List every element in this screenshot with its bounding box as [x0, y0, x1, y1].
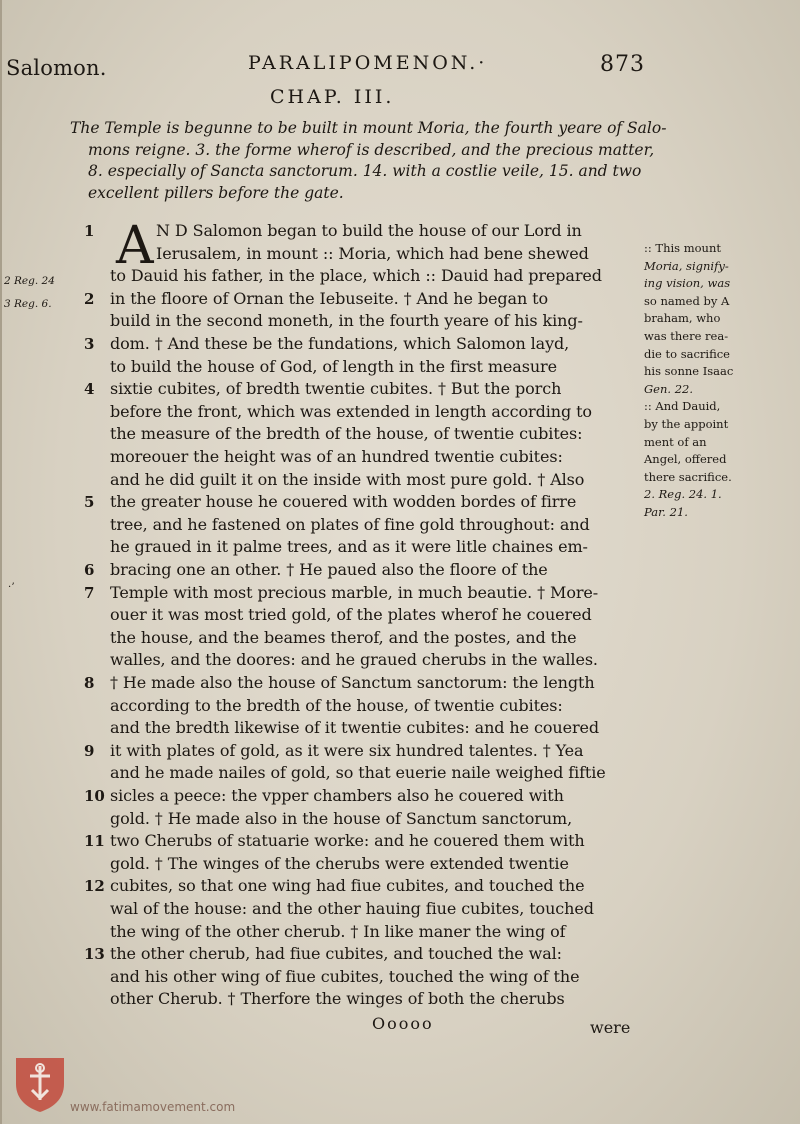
text-line: the greater house he couered with wodden bordes of firre [110, 492, 577, 512]
argument-line: mons reigne. 3. the forme wherof is described, and the precious matter, [88, 140, 655, 159]
marginal-note-line: Angel, offered [644, 452, 727, 467]
text-line: N D Salomon began to build the house of our Lord in [156, 221, 582, 240]
verse-number: 13 [84, 945, 105, 964]
verse-number: 9 [84, 741, 95, 760]
argument-line: The Temple is begunne to be built in mount Moria, the fourth yeare of Salo- [70, 119, 667, 137]
text-line: build in the second moneth, in the fourth yeare of his king- [110, 311, 583, 331]
verse-number: 11 [84, 832, 105, 851]
text-line: in the floore of Ornan the Iebuseite. † And he began to [110, 288, 549, 308]
verse-number: 8 [84, 674, 95, 692]
marginal-note-line: die to sacrifice [644, 346, 730, 361]
text-line: other Cherub. † Therfore the winges of both the cherubs [110, 989, 565, 1009]
verse-number: 1 [84, 222, 95, 240]
signature-mark: Ooooo [372, 1014, 434, 1033]
text-line: according to the bredth of the house, of twentie cubites: [110, 695, 563, 715]
marginal-note-line: his sonne Isaac [644, 364, 734, 379]
marginal-note-line: braham, who [644, 311, 721, 326]
text-line: and he did guilt it on the inside with most pure gold. † Also [110, 469, 585, 489]
argument-line: 8. especially of Sancta sanctorum. 14. with a costlie veile, 15. and two [88, 162, 642, 180]
text-line: gold. † The winges of the cherubs were extended twentie [110, 853, 569, 873]
text-line: Ierusalem, in mount :: Moria, which had bene shewed [156, 243, 589, 263]
marginal-note-line: :: And Dauid, [644, 399, 721, 414]
text-line: ouer it was most tried gold, of the plates wherof he couered [110, 605, 592, 625]
running-head-title: PARALIPOMENON.· [248, 52, 488, 74]
text-line: sicles a peece: the vpper chambers also he couered with [110, 786, 564, 805]
text-line: it with plates of gold, as it were six hundred talentes. † Yea [110, 740, 584, 760]
marginal-note-line: there sacrifice. [644, 469, 732, 484]
text-line: cubites, so that one wing had fiue cubites, and touched the [110, 876, 585, 896]
text-line: dom. † And these be the fundations, which Salomon layd, [110, 334, 570, 353]
marginal-note-line: 2. Reg. 24. 1. [644, 487, 722, 502]
drop-cap: A [116, 216, 154, 276]
website-watermark: www.fatimamovement.com [70, 1100, 236, 1114]
right-margin-notes [644, 240, 796, 522]
verse-number: 3 [84, 335, 95, 353]
text-line: Temple with most precious marble, in much beautie. † More- [110, 582, 599, 602]
text-line: the measure of the bredth of the house, of twentie cubites: [110, 424, 583, 444]
text-line: and his other wing of fiue cubites, touched the wing of the [110, 966, 580, 986]
marginal-note-line: ing vision, was [644, 276, 731, 291]
text-line: to Dauid his father, in the place, which :: Dauid had prepared [110, 266, 602, 286]
text-line: walles, and the doores: and he graued cherubs in the walles. [110, 650, 598, 670]
text-line: two Cherubs of statuarie worke: and he couered them with [110, 831, 585, 851]
marginal-note-line: so named by A [644, 293, 730, 308]
scripture-reference: 3 Reg. 6. [4, 297, 52, 310]
text-line: the house, and the beames therof, and the postes, and the [110, 627, 577, 647]
text-line: sixtie cubites, of bredth twentie cubites. † But the porch [110, 379, 562, 399]
verse-number: 5 [84, 493, 95, 512]
catchword: were [590, 1018, 631, 1037]
page-gutter [0, 0, 2, 1124]
scripture-reference: 2 Reg. 24 [4, 275, 55, 287]
text-line: the other cherub, had fiue cubites, and touched the wal: [110, 944, 562, 964]
verse-number: 7 [84, 583, 95, 602]
chapter-argument [70, 118, 667, 204]
running-head-left: Salomon. [6, 56, 107, 80]
marginal-note-line: Moria, signify- [644, 258, 729, 273]
text-line: to build the house of God, of length in the first measure [110, 356, 557, 376]
marginal-note-line: was there rea- [644, 328, 729, 343]
verse-number: 4 [84, 380, 95, 399]
marginal-note-line: Gen. 22. [644, 381, 693, 396]
verse-number: 2 [84, 289, 95, 308]
verse-number: 10 [84, 787, 105, 805]
text-line: and he made nailes of gold, so that euerie naile weighed fiftie [110, 763, 606, 783]
text-line: bracing one an other. † He paued also the floore of the [110, 560, 548, 579]
text-line: he graued in it palme trees, and as it were litle chaines em- [110, 537, 588, 557]
text-line: † He made also the house of Sanctum sanctorum: the length [110, 673, 595, 692]
text-line: and the bredth likewise of it twentie cubites: and he couered [110, 718, 600, 738]
argument-line: excellent pillers before the gate. [88, 183, 344, 202]
text-line: gold. † He made also in the house of Sanctum sanctorum, [110, 808, 573, 828]
text-line: tree, and he fastened on plates of fine gold throughout: and [110, 514, 590, 534]
text-line: before the front, which was extended in length according to [110, 401, 592, 421]
verse-number: 12 [84, 877, 105, 896]
shield-logo-icon [12, 1054, 68, 1114]
text-line: moreouer the height was of an hundred twentie cubites: [110, 447, 563, 466]
verse-number: 6 [84, 561, 95, 579]
text-line: the wing of the other cherub. † In like maner the wing of [110, 921, 566, 941]
marginal-note-line: Par. 21. [644, 504, 688, 519]
page-number: 873 [600, 52, 645, 77]
marginal-note-line: :: This mount [644, 241, 721, 255]
chapter-heading: CHAP. III. [270, 86, 395, 108]
marginal-note-line: ment of an [644, 434, 707, 449]
marginal-note-line: by the appoint [644, 416, 729, 431]
left-margin-mark: ·ʼ [8, 582, 15, 593]
text-line: wal of the house: and the other hauing fiue cubites, touched [110, 899, 594, 918]
